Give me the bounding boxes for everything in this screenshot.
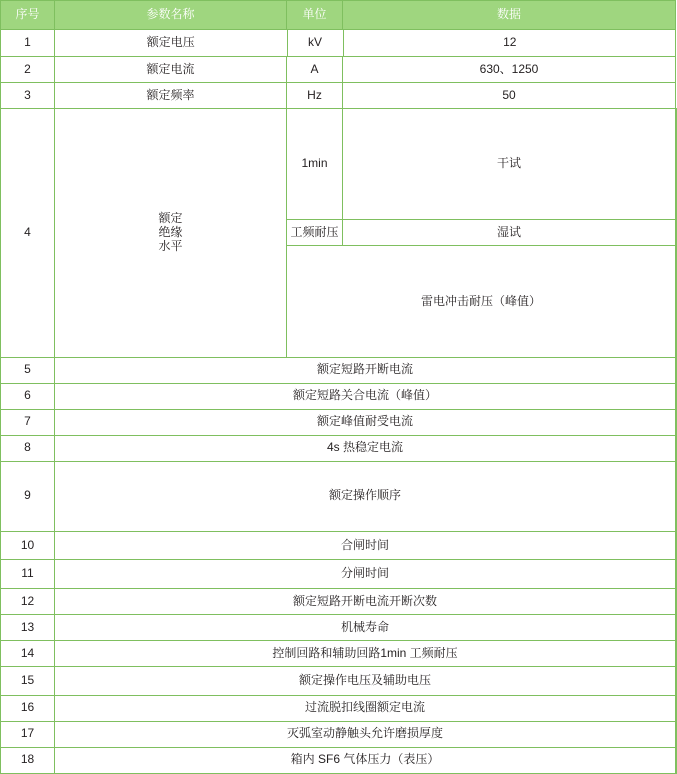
row-name: 额定操作电压及辅助电压 [55,666,676,695]
row-no: 17 [1,721,55,747]
row-data [676,409,677,435]
row-unit: kV [287,30,343,56]
insulation-desc-2: 工频耐压 [287,220,343,246]
table-row [1,57,677,83]
table-row [1,409,677,435]
row-no: 1 [1,30,55,57]
row-data [676,666,677,695]
row-data [676,747,677,773]
row-no: 14 [1,640,55,666]
row-unit: Hz [287,83,343,109]
row-data [676,357,677,383]
row-no: 3 [1,83,55,109]
row-no: 2 [1,57,55,83]
table-row [1,614,677,640]
insulation-data-3 [676,246,677,357]
row-no: 8 [1,435,55,461]
row-data [676,461,677,531]
table-row [1,640,677,666]
row-name-wrap [55,30,676,57]
row-no: 11 [1,560,55,589]
row-data [676,721,677,747]
insulation-data-1 [676,109,677,220]
header-row [1,1,677,30]
row-name: 额定短路开断电流 [55,357,676,383]
table-row [1,357,677,383]
table-row [1,666,677,695]
row-no: 6 [1,383,55,409]
insulation-label-line2: 绝缘 [158,224,183,239]
insulation-label-line3: 水平 [158,238,183,253]
row-data [676,614,677,640]
row-name: 额定峰值耐受电流 [55,409,676,435]
row-name: 过流脱扣线圈额定电流 [55,695,676,721]
row-no: 9 [1,461,55,531]
row-no: 4 [1,109,55,358]
row-data [676,588,677,614]
row-unit: A [287,57,343,83]
row-data: 12 [503,35,517,50]
row-data: 630、1250 [343,57,676,83]
insulation-sub-1: 干试 [343,109,676,220]
row-no: 18 [1,747,55,773]
table-row [1,30,677,57]
row-no: 12 [1,588,55,614]
insulation-data-2 [676,220,677,246]
header-cell-no: 序号 [1,1,55,30]
row-name: 箱内 SF6 气体压力（表压） [55,747,676,773]
row-data [676,531,677,560]
row-data: 50 [343,83,676,109]
insulation-label-line1: 额定 [158,211,183,226]
row-name: 额定操作顺序 [55,461,676,531]
table-row [1,588,677,614]
row-name: 额定电流 [55,57,287,83]
table-header [1,1,677,30]
row-data [676,640,677,666]
header-cell-unit: 单位 [287,1,343,30]
row-no: 7 [1,409,55,435]
table-row [1,531,677,560]
row-name: 灭弧室动静触头允许磨损厚度 [55,721,676,747]
insulation-sub-2: 湿试 [343,220,676,246]
table-row [1,435,677,461]
row-name: 额定电压 [55,30,287,56]
row-no: 13 [1,614,55,640]
table-row [1,383,677,409]
row-data [676,695,677,721]
row-name: 机械寿命 [55,614,676,640]
table-row [1,695,677,721]
row-name: 控制回路和辅助回路1min 工频耐压 [55,640,676,666]
table-row-insulation-1 [1,109,677,220]
row-no: 15 [1,666,55,695]
row-name: 分闸时间 [55,560,676,589]
row-name: 额定短路开断电流开断次数 [55,588,676,614]
row-no: 10 [1,531,55,560]
table-row [1,721,677,747]
row-name: 额定短路关合电流（峰值） [55,383,676,409]
table-row [1,461,677,531]
row-data [676,383,677,409]
row-no: 16 [1,695,55,721]
row-data [676,435,677,461]
insulation-desc-3: 雷电冲击耐压（峰值） [287,246,676,357]
table-body [1,30,677,774]
header-cell-data: 数据 [343,1,676,30]
row-name: 合闸时间 [55,531,676,560]
insulation-desc-1: 1min [287,109,343,220]
row-data [676,560,677,589]
table-row [1,83,677,109]
table-row [1,747,677,773]
row-name: 额定频率 [55,83,287,109]
row-no: 5 [1,357,55,383]
header-cell-name: 参数名称 [55,1,287,30]
row-name: 4s 热稳定电流 [55,435,676,461]
insulation-label [55,109,287,358]
table-row [1,560,677,589]
